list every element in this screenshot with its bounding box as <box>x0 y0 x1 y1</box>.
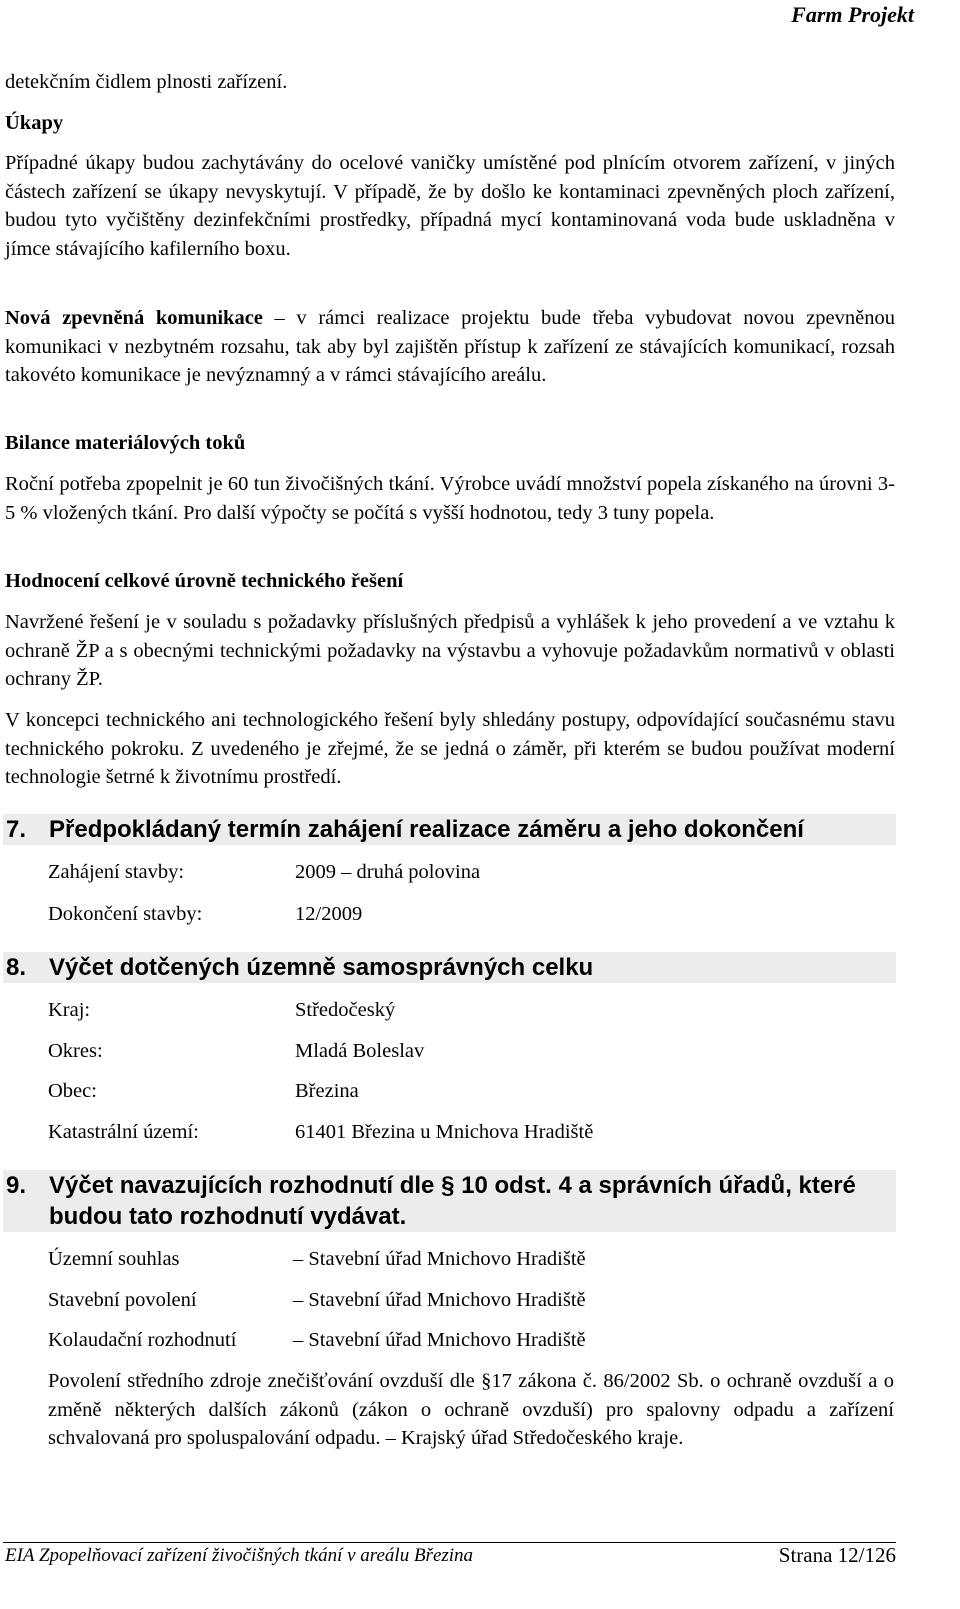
row-value: – Stavební úřad Mnichovo Hradiště <box>293 1289 586 1311</box>
heading-hodnoceni: Hodnocení celkové úrovně technického řešení <box>5 570 404 592</box>
section-title: Výčet dotčených územně samosprávných celku <box>49 954 594 981</box>
row-label: Zahájení stavby: <box>48 861 185 883</box>
heading-ukapy: Úkapy <box>5 112 64 134</box>
row-value: – Stavební úřad Mnichovo Hradiště <box>293 1329 586 1351</box>
row-value: 12/2009 <box>295 903 363 925</box>
section-number: 7. <box>6 816 27 843</box>
section-9-heading <box>3 1170 896 1232</box>
row-label: Okres: <box>48 1040 103 1062</box>
komunikace-term: Nová zpevněná komunikace <box>5 307 263 329</box>
row-value: Středočeský <box>295 999 396 1021</box>
section-7-heading <box>3 814 896 845</box>
section-8-heading <box>3 952 896 983</box>
paragraph-hodnoceni-1: Navržené řešení je v souladu s požadavky příslušných předpisů a vyhlášek k jeho provedení a ve vztahu k ochraně ŽP a s obecnými technickými požadavky na výstavbu a vyhovuje požadavkům normativů v oblasti ochrany ŽP. <box>5 611 895 690</box>
row-label: Katastrální území: <box>48 1121 199 1143</box>
section-title: Předpokládaný termín zahájení realizace záměru a jeho dokončení <box>49 816 804 843</box>
footer-page-number: Strana 12/126 <box>778 1543 896 1567</box>
page-footer <box>3 1542 896 1567</box>
section-number: 9. <box>6 1172 27 1199</box>
header-title: Farm Projekt <box>791 2 914 27</box>
heading-bilance: Bilance materiálových toků <box>5 432 246 454</box>
paragraph-ukapy: Případné úkapy budou zachytávány do ocelové vaničky umístěné pod plnícím otvorem zařízení, v jiných částech zařízení se úkapy nevyskytují. V případě, že by došlo ke kontaminaci zpevněných ploch zařízení, budou tyto vyčištěny dezinfekčními prostředky, případná mycí kontaminovaná voda bude uskladněna v jímce stávajícího kafilerního boxu. <box>5 152 895 260</box>
section-title: Výčet navazujících rozhodnutí dle § 10 odst. 4 a správních úřadů, které budou tato rozhodnutí vydávat. <box>49 1172 856 1230</box>
row-value: 2009 – druhá polovina <box>295 861 481 883</box>
row-label: Kolaudační rozhodnutí <box>48 1329 237 1351</box>
row-value: 61401 Březina u Mnichova Hradiště <box>295 1121 594 1143</box>
row-label: Kraj: <box>48 999 91 1021</box>
row-value: Mladá Boleslav <box>295 1040 425 1062</box>
row-label: Stavební povolení <box>48 1289 197 1311</box>
row-value: Březina <box>295 1080 359 1102</box>
row-value: – Stavební úřad Mnichovo Hradiště <box>293 1248 586 1270</box>
section-number: 8. <box>6 954 27 981</box>
row-label: Obec: <box>48 1080 97 1102</box>
footer-document-title: EIA Zpopelňovací zařízení živočišných tkání v areálu Březina <box>5 1545 474 1566</box>
row-label: Dokončení stavby: <box>48 903 203 925</box>
paragraph-continued: detekčním čidlem plnosti zařízení. <box>5 71 288 93</box>
komunikace-text: – v rámci realizace projektu bude třeba vybudovat novou zpevněnou komunikaci v nezbytném rozsahu, tak aby byl zajištěn přístup k zařízení ze stávajících komunikací, rozsah takovéto komunikace je nevýznamný a v rámci stávajícího areálu. <box>5 307 895 386</box>
paragraph-hodnoceni-2: V koncepci technického ani technologického řešení byly shledány postupy, odpovídající současnému stavu technického pokroku. Z uvedeného je zřejmé, že se jedná o záměr, při kterém se budou používat moderní technologie šetrné k životnímu prostředí. <box>5 709 895 788</box>
paragraph-povoleni: Povolení středního zdroje znečišťování ovzduší dle §17 zákona č. 86/2002 Sb. o ochraně ovzduší a o změně některých dalších zákonů (zákon o ochraně ovzduší) pro spalovny odpadu a zařízení schvalovaná pro spoluspalování odpadu. – Krajský úřad Středočeského kraje. <box>48 1370 894 1449</box>
row-label: Územní souhlas <box>48 1248 180 1270</box>
paragraph-komunikace <box>5 304 895 390</box>
paragraph-bilance: Roční potřeba zpopelnit je 60 tun živočišných tkání. Výrobce uvádí množství popela získaného na úrovni 3-5 % vložených tkání. Pro další výpočty se počítá s vyšší hodnotou, tedy 3 tuny popela. <box>5 473 895 524</box>
